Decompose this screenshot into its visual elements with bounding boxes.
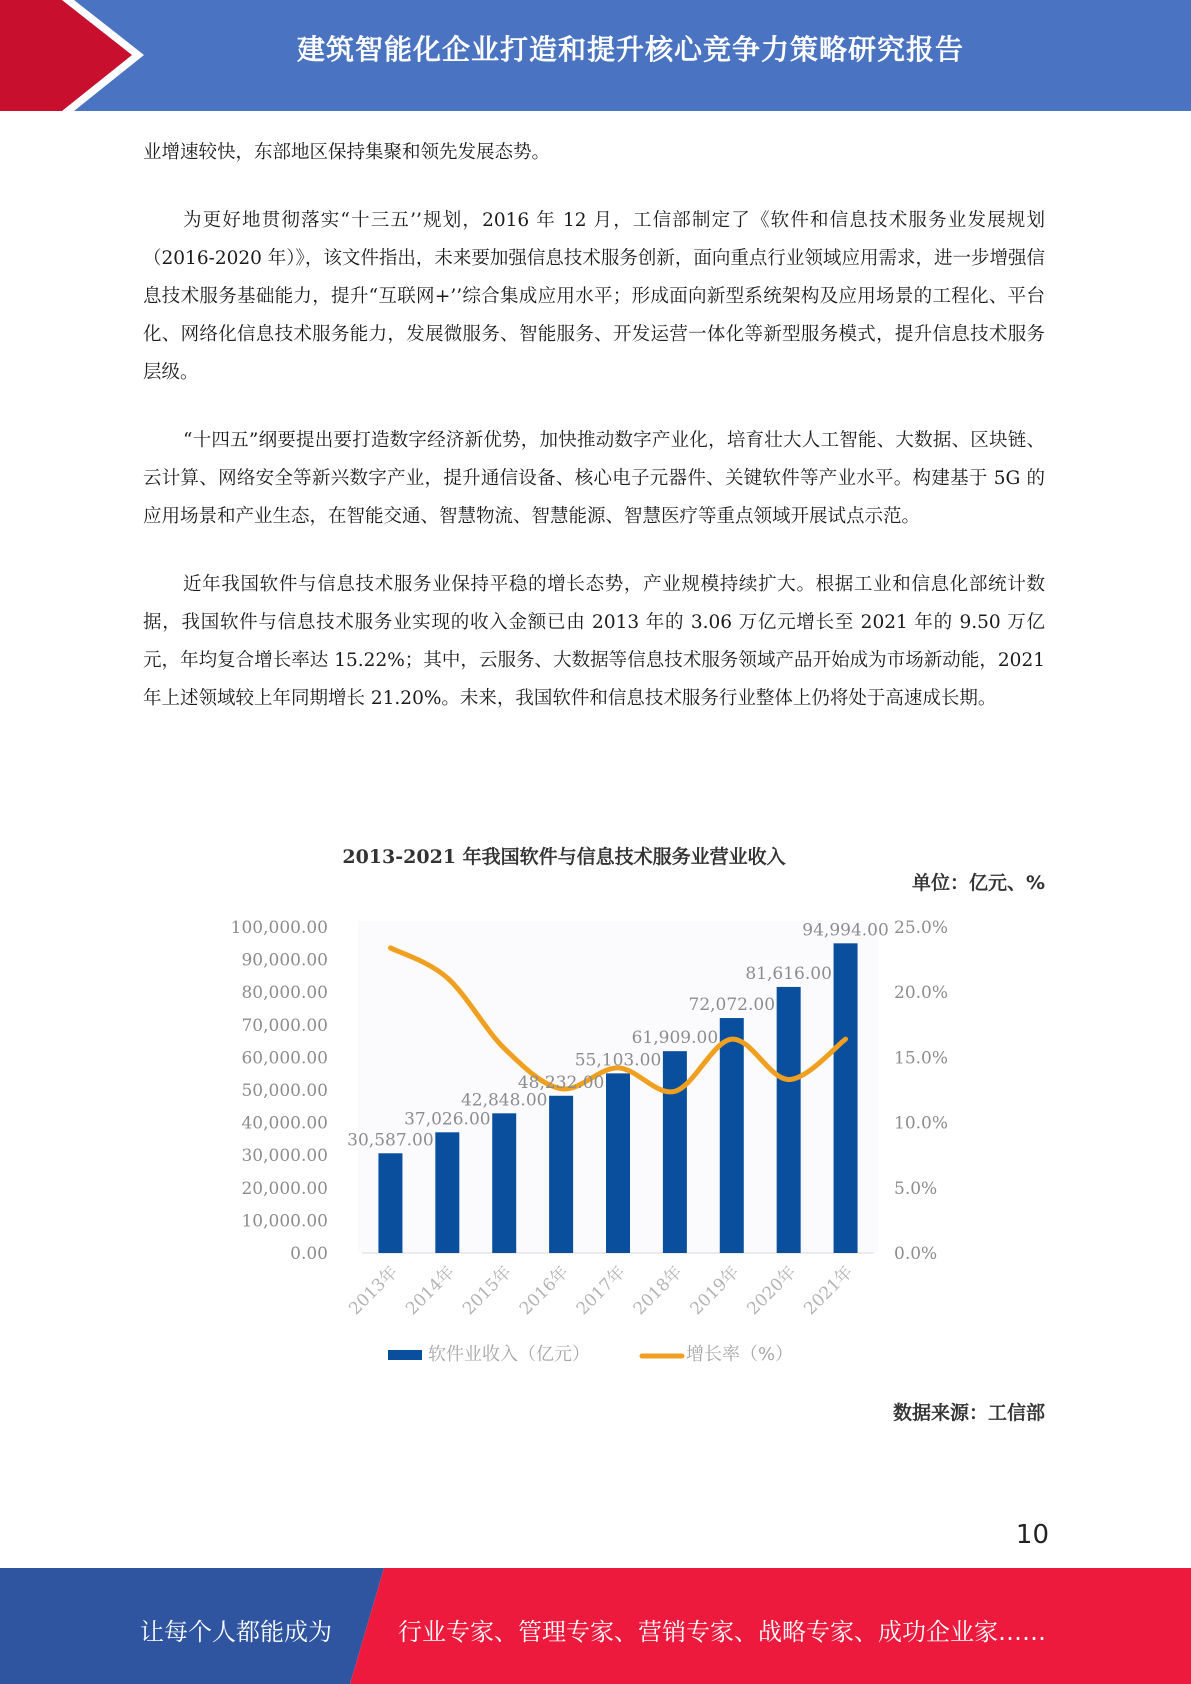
y-tick-right: 25.0% (894, 918, 949, 938)
y-tick-right: 20.0% (894, 983, 949, 1004)
legend-bar-swatch (388, 1350, 422, 1360)
y-tick-left: 60,000.00 (241, 1048, 328, 1069)
bar (834, 943, 858, 1253)
bar-value-label: 37,026.00 (404, 1109, 491, 1130)
chart-title: 2013-2021 年我国软件与信息技术服务业营业收入 (342, 846, 786, 868)
bar (492, 1113, 516, 1253)
x-tick-label: 2018年 (629, 1262, 687, 1320)
y-tick-left: 90,000.00 (241, 950, 328, 971)
x-tick-label: 2021年 (800, 1262, 858, 1320)
x-tick-label: 2019年 (686, 1262, 744, 1320)
bar-value-label: 81,616.00 (745, 963, 832, 984)
y-tick-right: 10.0% (894, 1113, 949, 1134)
y-tick-left: 80,000.00 (241, 983, 328, 1004)
footer-slogan-right: 行业专家、管理专家、营销专家、战略专家、成功企业家…… (398, 1618, 1046, 1646)
bar-value-label: 55,103.00 (574, 1050, 662, 1071)
paragraph: “十四五”纲要提出要打造数字经济新优势，加快推动数字产业化，培育壮大人工智能、大数据、区块链、云计算、网络安全等新兴数字产业，提升通信设备、核心电子元器件、关键软件等产业水平。构建基于 5G 的应用场景和产业生态，在智能交通、智慧物流、智慧能源、智慧医疗等重点领域开展试点示范。 (143, 430, 1045, 527)
y-tick-right: 5.0% (894, 1178, 938, 1199)
legend-line-label: 增长率（%） (686, 1344, 794, 1365)
legend-bar-label: 软件业收入（亿元） (428, 1344, 590, 1365)
x-tick-label: 2015年 (459, 1262, 516, 1320)
bar (378, 1153, 402, 1253)
page-footer (0, 1568, 1191, 1684)
bar-value-label: 42,848.00 (460, 1090, 548, 1111)
x-tick-label: 2014年 (402, 1262, 459, 1320)
header-title: 建筑智能化企业打造和提升核心竞争力策略研究报告 (296, 33, 964, 66)
y-tick-right: 15.0% (894, 1048, 949, 1069)
y-tick-left: 70,000.00 (241, 1015, 328, 1036)
bar (435, 1132, 459, 1253)
chart-unit-label: 单位：亿元、% (911, 872, 1045, 894)
x-tick-label: 2013年 (345, 1262, 402, 1320)
bar (606, 1073, 630, 1253)
bar-value-label: 94,994.00 (802, 920, 889, 941)
bar (549, 1096, 573, 1253)
x-tick-label: 2020年 (743, 1262, 801, 1320)
bar-value-label: 30,587.00 (347, 1130, 434, 1151)
paragraph: 为更好地贯彻落实“十三五’’规划，2016 年 12 月，工信部制定了《软件和信息技术服务业发展规划（2016-2020 年）》，该文件指出，未来要加强信息技术服务创新，面向重点行业领域应用需求，进一步增强信息技术服务基础能力，提升“互联网+’’综合集成应用水平；形成面向新型系统架构及应用场景的工程化、平台化、网络化信息技术服务能力，发展微服务、智能服务、开发运营一体化等新型服务模式，提升信息技术服务层级。 (143, 210, 1045, 383)
paragraph: 近年我国软件与信息技术服务业保持平稳的增长态势，产业规模持续扩大。根据工业和信息化部统计数据，我国软件与信息技术服务业实现的收入金额已由 2013 年的 3.06 万亿元增长至 2021 年的 9.50 万亿元，年均复合增长率达 15.22%；其中，云服务、大数据等信息技术服务领域产品开始成为市场新动能，2021 年上述领域较上年同期增长 21.20%。未来，我国软件和信息技术服务行业整体上仍将处于高速成长期。 (143, 574, 1045, 709)
y-tick-left: 10,000.00 (241, 1211, 328, 1232)
y-tick-left: 30,000.00 (241, 1146, 328, 1167)
bar (663, 1051, 687, 1253)
footer-slogan-left: 让每个人都能成为 (140, 1618, 332, 1646)
bar-value-label: 61,909.00 (631, 1028, 719, 1049)
bar-value-label: 48,232.00 (517, 1072, 605, 1093)
y-tick-left: 40,000.00 (241, 1113, 328, 1134)
y-tick-right: 0.0% (894, 1244, 938, 1264)
y-tick-left: 50,000.00 (241, 1081, 328, 1101)
x-tick-label: 2016年 (515, 1262, 573, 1320)
chart-source-label: 数据来源：工信部 (892, 1402, 1045, 1424)
paragraph: 业增速较快，东部地区保持集聚和领先发展态势。 (143, 142, 551, 163)
bar (777, 987, 801, 1253)
y-tick-left: 20,000.00 (241, 1178, 328, 1199)
x-tick-label: 2017年 (572, 1262, 630, 1320)
y-tick-left: 0.00 (290, 1244, 328, 1264)
page-number: 10 (1015, 1520, 1049, 1550)
bar-value-label: 72,072.00 (688, 995, 776, 1016)
bar (720, 1018, 744, 1253)
y-tick-left: 100,000.00 (230, 918, 328, 938)
